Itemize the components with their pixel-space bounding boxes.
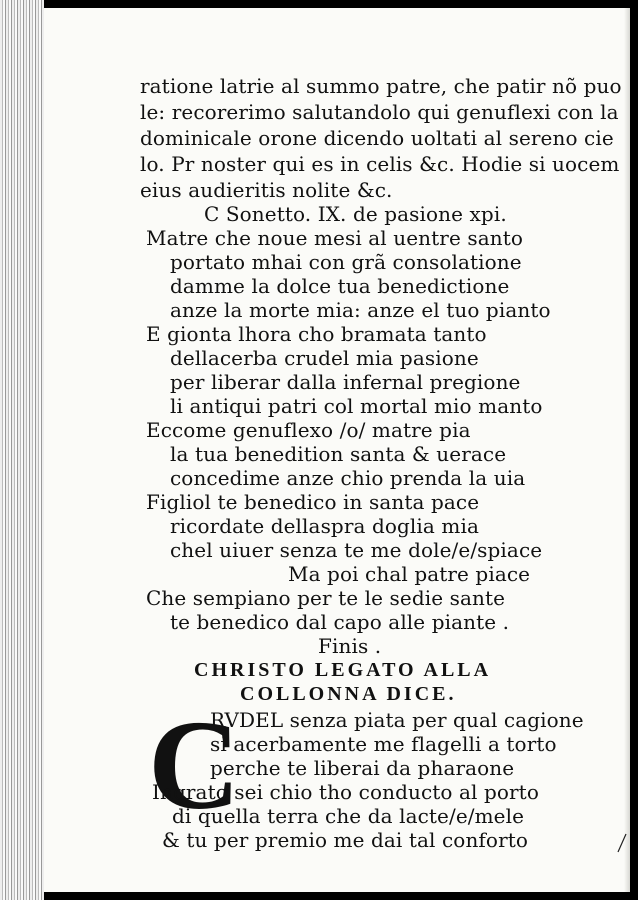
sonnet-heading: C Sonetto. IX. de pasione xpi. [204,202,507,226]
text-line: le: recorerimo salutandolo qui genuflexi con la [140,100,619,124]
verse-line: di quella terra che da lacte/e/mele [172,804,525,828]
verse-line: Figliol te benedico in santa pace [146,490,480,514]
verse-line: Matre che noue mesi al uentre santo [146,226,523,250]
text-line: dominicale orone dicendo uoltati al sereno cie [140,126,614,150]
verse-line: si acerbamente me flagelli a torto [210,732,557,756]
text-line: lo. Pr noster qui es in celis &c. Hodie si uocem [140,152,620,176]
verse-line: RVDEL senza piata per qual cagione [210,708,584,732]
verse-line: concedime anze chio prenda la uia [170,466,526,490]
page-text [44,8,630,892]
verse-line: damme la dolce tua benedictione [170,274,510,298]
drop-cap: C [148,694,241,836]
finis-line: Finis . [318,634,382,658]
verse-line: Eccome genuflexo /o/ matre pia [146,418,471,442]
section-title: COLLONNA DICE. [240,683,457,705]
book-page-edges [0,0,44,900]
section-title: CHRISTO LEGATO ALLA [194,659,492,681]
verse-line: li antiqui patri col mortal mio manto [170,394,543,418]
verse-line: Ma poi chal patre piace [288,562,531,586]
verse-line: ricordate dellaspra doglia mia [170,514,479,538]
verse-line: E gionta lhora cho bramata tanto [146,322,487,346]
verse-line: & tu per premio me dai tal conforto [162,828,529,852]
verse-line: perche te liberai da pharaone [210,756,515,780]
ink-mark-icon [616,828,628,858]
verse-line: portato mhai con grã consolatione [170,250,522,274]
verse-line: chel uiuer senza te me dole/e/spiace [170,538,543,562]
verse-line: dellacerba crudel mia pasione [170,346,479,370]
text-line: ratione latrie al summo patre, che patir nõ puo [140,74,622,98]
verse-line: anze la morte mia: anze el tuo pianto [170,298,551,322]
verse-line: te benedico dal capo alle piante . [170,610,510,634]
book-page [44,8,630,892]
verse-line: Che sempiano per te le sedie sante [146,586,506,610]
verse-line: Ingrato sei chio tho conducto al porto [152,780,539,804]
text-line: eius audieritis nolite &c. [140,178,393,202]
verse-line: la tua benedition santa & uerace [170,442,507,466]
verse-line: per liberar dalla infernal pregione [170,370,521,394]
